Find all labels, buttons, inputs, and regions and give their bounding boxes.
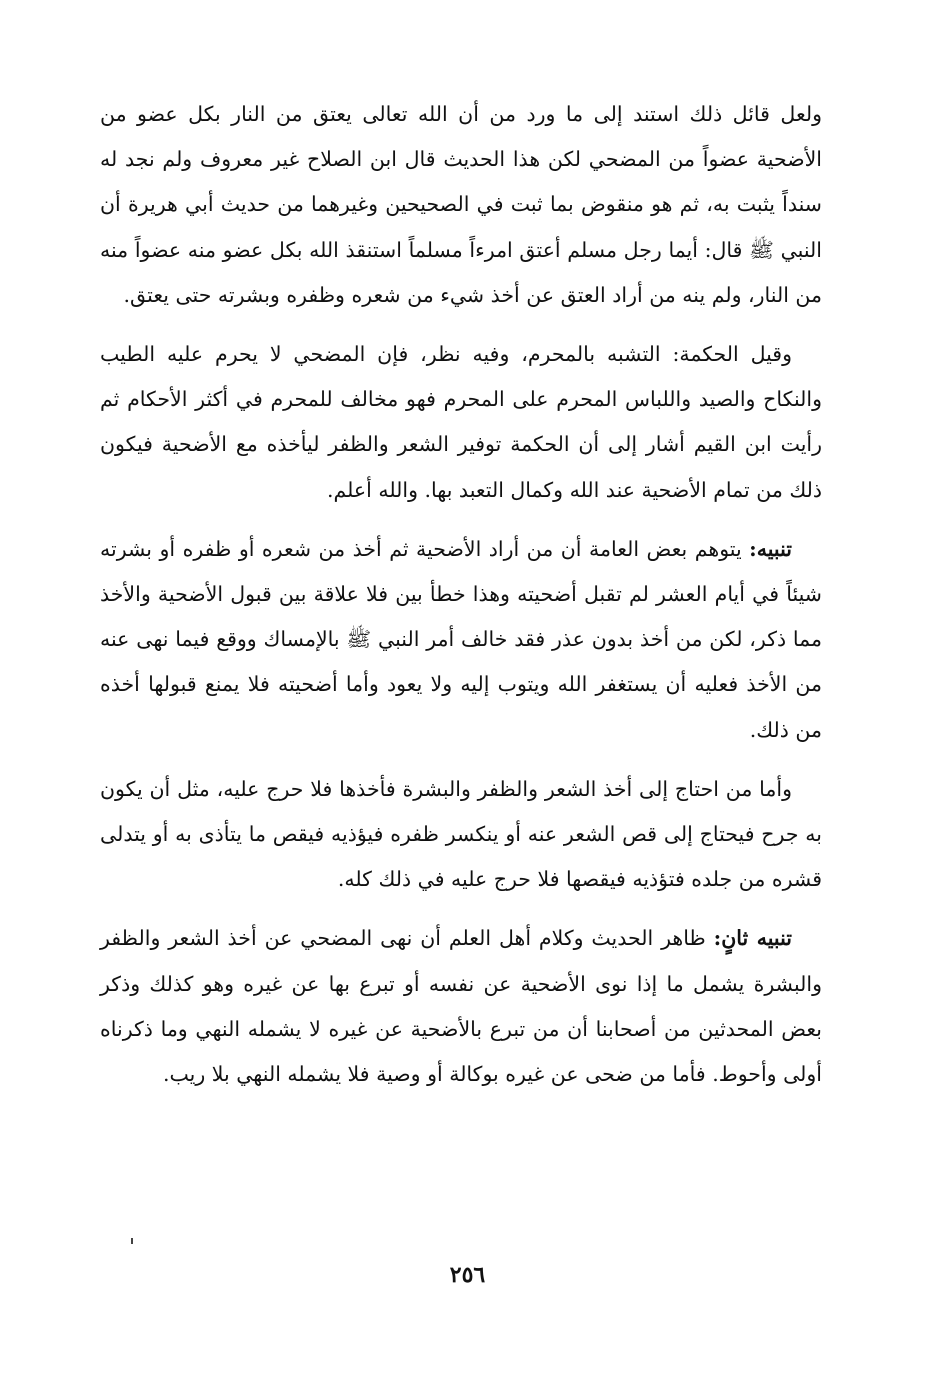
paragraph-1 [100,92,822,318]
paragraph-5 [100,916,822,1097]
paragraph-2-text: وقيل الحكمة: التشبه بالمحرم، وفيه نظر، فإن المضحي لا يحرم عليه الطيب والنكاح والصيد واللباس المحرم على المحرم فهو مخالف للمحرم في أكثر الأحكام ثم رأيت ابن القيم أشار إلى أن الحكمة توفير الشعر والظفر ليأخذه مع الأضحية فيكون ذلك من تمام الأضحية عند الله وكمال التعبد بها. والله أعلم. [100,342,822,502]
page-body [100,92,822,1111]
paragraph-3-lead: تنبيه: [749,536,792,561]
paragraph-5-lead: تنبيه ثانٍ: [713,926,792,951]
paragraph-1-text: ولعل قائل ذلك استند إلى ما ورد من أن الله تعالى يعتق من النار بكل عضو من الأضحية عضواً من المضحي لكن هذا الحديث قال ابن الصلاح غير معروف ولم نجد له سنداً يثبت به، ثم هو منقوض بما ثبت في الصحيحين وغيرهما من حديث أبي هريرة أن النبي ﷺ قال: أيما رجل مسلم أعتق امرءاً مسلماً استنقذ الله بكل عضو منه عضواً منه من النار، ولم ينه من أراد العتق عن أخذ شيء من شعره وظفره وبشرته حتى يعتق. [100,102,822,307]
paragraph-3 [100,527,822,753]
paragraph-3-text: يتوهم بعض العامة أن من أراد الأضحية ثم أخذ من شعره أو ظفره أو بشرته شيئاً في أيام العشر لم تقبل أضحيته وهذا خطأ بين فلا علاقة بين قبول الأضحية والأخذ مما ذكر، لكن من أخذ بدون عذر فقد خالف أمر النبي ﷺ بالإمساك ووقع فيما نهى عنه من الأخذ فعليه أن يستغفر الله ويتوب إليه ولا يعود وأما أضحيته فلا يمنع قبولها أخذه من ذلك. [100,536,822,742]
page-number: ٢٥٦ [449,1262,486,1288]
scan-speck [131,1238,133,1244]
paragraph-2 [100,332,822,513]
paragraph-4-text: وأما من احتاج إلى أخذ الشعر والظفر والبشرة فأخذها فلا حرج عليه، مثل أن يكون به جرح فيحتاج إلى قص الشعر عنه أو ينكسر ظفره فيؤذيه فيقص ما يتأذى به أو يتدلى قشره من جلده فتؤذيه فيقصها فلا حرج عليه في ذلك كله. [100,776,822,892]
paragraph-5-text: ظاهر الحديث وكلام أهل العلم أن نهى المضحي عن أخذ الشعر والظفر والبشرة يشمل ما إذا نوى الأضحية عن نفسه أو تبرع بها عن غيره وهو كذلك وذكر بعض المحدثين من أصحابنا أن من تبرع بالأضحية عن غيره لا يشمله النهي وما ذكرناه أولى وأحوط. فأما من ضحى عن غيره بوكالة أو وصية فلا يشمله النهي بلا ريب. [100,926,822,1087]
paragraph-4 [100,767,822,903]
